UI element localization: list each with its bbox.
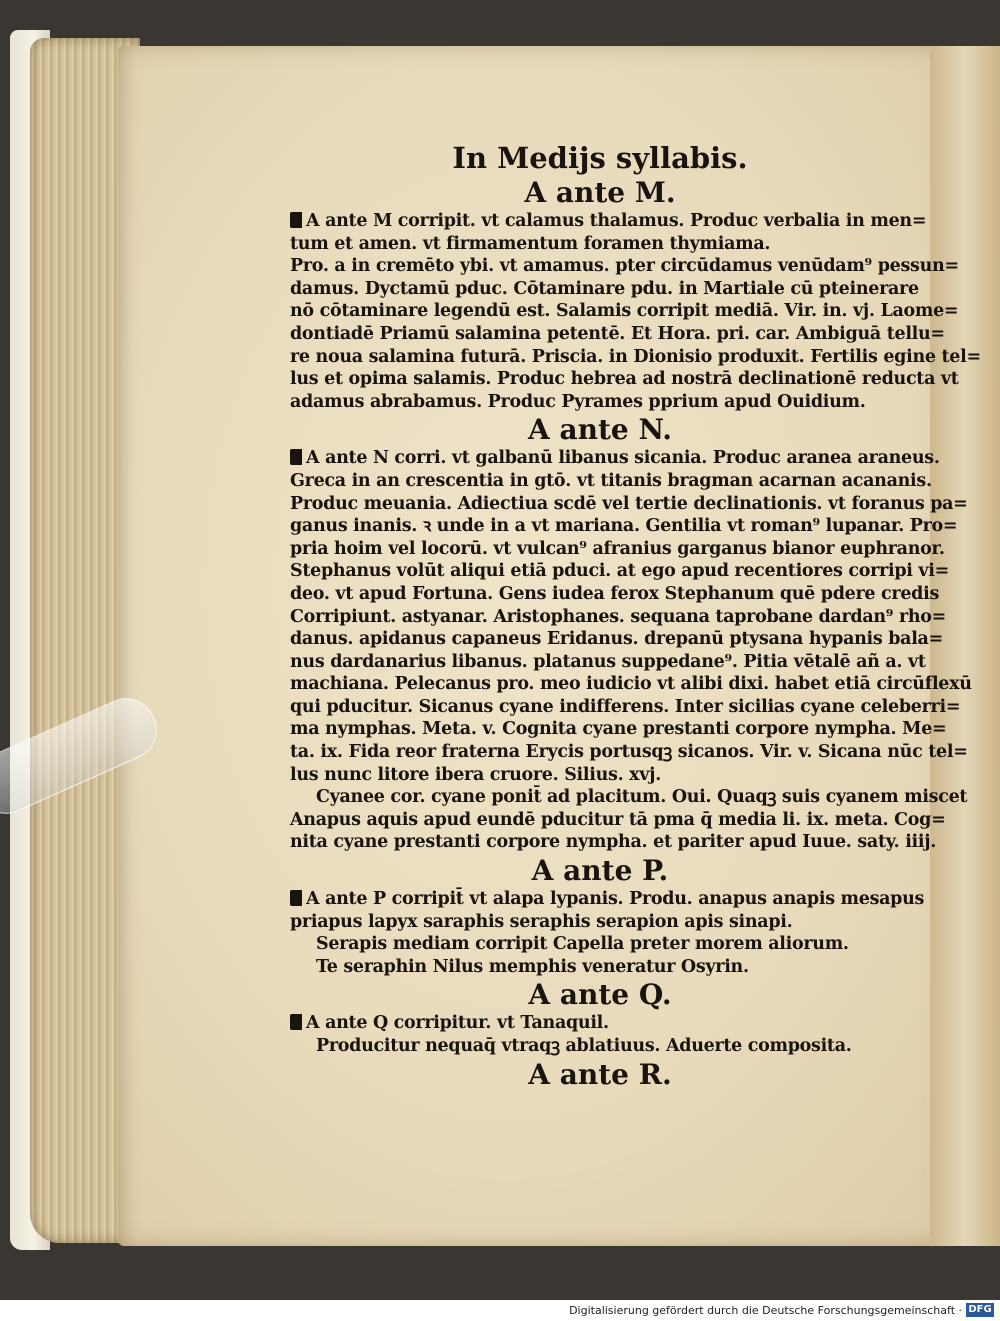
text-line — [290, 764, 910, 787]
line-text: deo. vt apud Fortuna. Gens iudea ferox Stephanum quē pdere credis — [290, 583, 940, 604]
text-line — [290, 470, 932, 493]
line-text: pria hoim vel locorū. vt vulcan⁹ afranius garganus bianor euphranor. — [290, 538, 945, 559]
text-line — [290, 741, 968, 764]
line-text: A ante M corripit. vt calamus thalamus. Produc verbalia in men= — [306, 211, 927, 231]
text-line — [290, 651, 926, 674]
text-line — [290, 255, 959, 278]
paragraph-mark-icon — [290, 890, 302, 906]
section-heading: A ante N. — [527, 413, 673, 447]
text-line — [290, 278, 919, 301]
funding-credit: Digitalisierung gefördert durch die Deutsche Forschungsgemeinschaft · — [569, 1304, 962, 1317]
line-text: dontiadē Priamū salamina petentē. Et Hora. pri. car. Ambiguā tellu= — [290, 323, 945, 344]
text-line — [290, 323, 945, 346]
line-text: nita cyane prestanti corpore nympha. et pariter apud Iuue. saty. iiij. — [290, 832, 937, 853]
line-text: Producitur nequaq̄ vtraqꝫ ablatiuus. Aduerte composita. — [316, 1036, 852, 1056]
text-line — [290, 606, 947, 629]
section-heading: A ante R. — [528, 1057, 672, 1091]
paragraph-mark-icon — [290, 449, 302, 465]
line-text: priapus lapyx saraphis seraphis serapion apis sinapi. — [290, 911, 793, 932]
dfg-logo: DFG — [966, 1303, 994, 1317]
section-heading: A ante M. — [524, 176, 676, 209]
line-text: Produc meuania. Adiectiua scdē vel tertie declinationis. vt foranus pa= — [290, 493, 968, 514]
paragraph-mark-icon — [290, 1014, 302, 1030]
text-line — [290, 368, 959, 391]
line-text: Cyanee cor. cyane ponit̄ ad placitum. Oui. Quaqꝫ suis cyanem miscet — [316, 787, 968, 808]
text-line — [290, 673, 972, 696]
line-text: adamus abrabamus. Produc Pyrames pprium apud Ouidium. — [290, 391, 866, 412]
line-text: lus nunc litore ibera cruore. Silius. xvj. — [290, 764, 661, 785]
line-text: A ante P corripit̄ vt alapa lypanis. Produ. anapus anapis mesapus — [306, 889, 925, 910]
line-text: Anapus aquis apud eundē pducitur tā pma q̄ media li. ix. meta. Cog= — [290, 809, 946, 830]
text-line — [290, 956, 910, 979]
line-text: lus et opima salamis. Produc hebrea ad nostrā declinationē reducta vt — [290, 369, 959, 390]
text-line — [290, 911, 910, 934]
line-text: ma nymphas. Meta. v. Cognita cyane prestanti corpore nympha. Me= — [290, 719, 947, 740]
text-line — [290, 1012, 910, 1035]
text-line — [290, 391, 910, 414]
text-line — [290, 786, 968, 809]
line-text: qui pducitur. Sicanus cyane indifferens. Inter sicilias cyane celeberri= — [290, 696, 961, 717]
line-text: Corripiunt. astyanar. Aristophanes. sequana taprobane dardan⁹ rho= — [290, 606, 947, 627]
text-line — [290, 718, 947, 741]
line-text: ta. ix. Fida reor fraterna Erycis portusqꝫ sicanos. Vir. v. Sicana nūc tel= — [290, 742, 968, 763]
line-text: tum et amen. vt firmamentum foramen thymiama. — [290, 233, 771, 254]
text-line — [290, 888, 925, 911]
line-text: Greca in an crescentia in gtō. vt titanis bragman acarnan acananis. — [290, 470, 932, 491]
line-text: Serapis mediam corripit Capella preter morem aliorum. — [316, 934, 849, 955]
section-heading: A ante Q. — [528, 978, 672, 1012]
text-line — [290, 447, 940, 470]
running-title: In Medijs syllabis. — [452, 141, 748, 175]
text-line — [290, 346, 981, 369]
text-line — [290, 538, 945, 561]
line-text: ganus inanis. ꝛ unde in a vt mariana. Gentilia vt roman⁹ lupanar. Pro= — [290, 516, 958, 537]
text-line — [290, 210, 927, 233]
text-line — [290, 933, 910, 956]
line-text: Pro. a in cremēto ybi. vt amamus. pter circūdamus venūdam⁹ pessun= — [290, 256, 959, 277]
line-text: re noua salamina futurā. Priscia. in Dionisio produxit. Fertilis egine tel= — [290, 346, 981, 367]
line-text: Te seraphin Nilus memphis veneratur Osyrin. — [316, 956, 749, 977]
line-text: A ante Q corripitur. vt Tanaquil. — [306, 1013, 609, 1034]
text-line — [290, 809, 946, 832]
line-text: A ante N corri. vt galbanū libanus sicania. Produc aranea araneus. — [306, 448, 940, 469]
line-text: machiana. Pelecanus pro. meo iudicio vt alibi dixi. habet etiā circūflexū — [290, 674, 972, 695]
text-line — [290, 493, 968, 516]
text-line — [290, 628, 943, 651]
line-text: nō cōtaminare legendū est. Salamis corripit mediā. Vir. in. vj. Laome= — [290, 301, 959, 322]
text-line — [290, 583, 940, 606]
text-line — [290, 831, 937, 854]
section-heading: A ante P. — [531, 854, 669, 888]
line-text: danus. apidanus capaneus Eridanus. drepanū ptysana hypanis bala= — [290, 629, 943, 650]
line-text: damus. Dyctamū pduc. Cōtaminare pdu. in Martiale cū pteinerare — [290, 278, 919, 299]
text-line — [290, 560, 949, 583]
paragraph-mark-icon — [290, 212, 302, 228]
page-text — [290, 140, 981, 1092]
text-line — [290, 515, 958, 538]
text-line — [290, 1035, 910, 1058]
text-line — [290, 300, 959, 323]
line-text: Stephanus volūt aliqui etiā pduci. at ego apud recentiores corripi vi= — [290, 561, 949, 582]
text-line — [290, 696, 961, 719]
text-line — [290, 233, 910, 256]
line-text: nus dardanarius libanus. platanus suppedane⁹. Pitia vētalē añ a. vt — [290, 651, 926, 672]
